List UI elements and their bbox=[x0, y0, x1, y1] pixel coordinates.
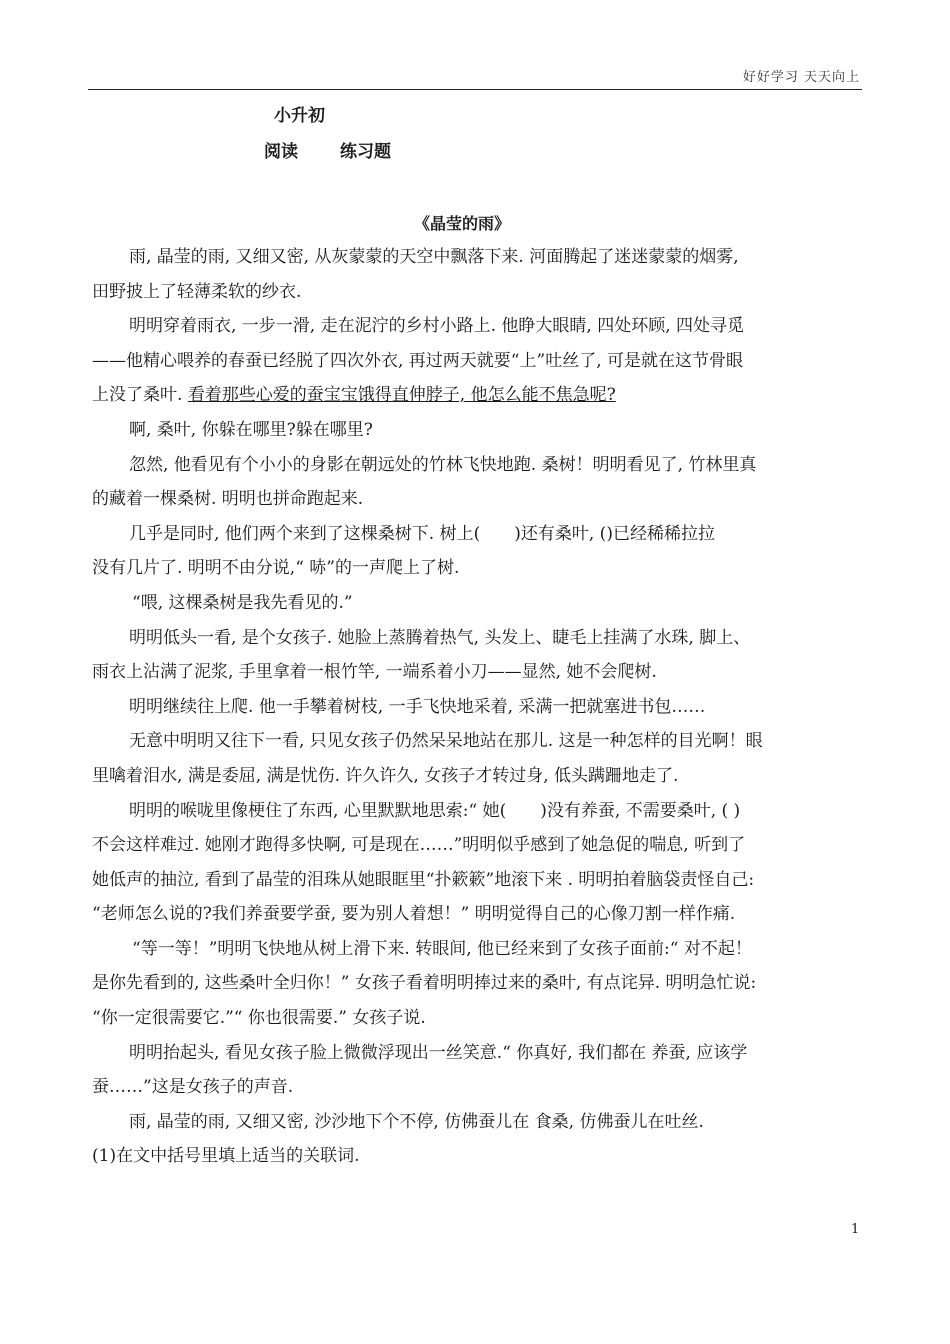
story-title: 《晶莹的雨》 bbox=[414, 214, 511, 233]
story-body bbox=[92, 240, 852, 1174]
story-line: “等一等！”明明飞快地从树上滑下来. 转眼间, 他已经来到了女孩子面前:“ 对不起！ bbox=[132, 938, 752, 959]
page-number: 1 bbox=[851, 1222, 860, 1237]
story-line: 无意中明明又往下一看, 只见女孩子仍然呆呆地站在那儿. 这是一种怎样的目光啊！眼 bbox=[129, 731, 763, 752]
subject-heading: 小升初 bbox=[274, 106, 325, 126]
story-line: 几乎是同时, 他们两个来到了这棵桑树下. 树上( )还有桑叶, ()已经稀稀拉拉 bbox=[129, 523, 715, 544]
story-line: 是你先看到的, 这些桑叶全归你！” 女孩子看着明明捧过来的桑叶, 有点诧异. 明明急忙说: bbox=[92, 973, 757, 994]
story-line: 忽然, 他看见有个小小的身影在朝远处的竹林飞快地跑. 桑树！明明看见了, 竹林里真 bbox=[129, 454, 757, 475]
story-line: 不会这样难过. 她刚才跑得多快啊, 可是现在……”明明似乎感到了她急促的喘息, 听到了 bbox=[92, 835, 746, 856]
story-line: 明明继续往上爬. 他一手攀着树枝, 一手飞快地采着, 采满一把就塞进书包…… bbox=[129, 696, 706, 717]
story-line: 明明穿着雨衣, 一步一滑, 走在泥泞的乡村小路上. 他睁大眼睛, 四处环顾, 四处寻觅 bbox=[129, 316, 745, 337]
title-part-1: 阅读 bbox=[264, 142, 298, 162]
header-divider bbox=[88, 89, 862, 90]
story-line: 雨, 晶莹的雨, 又细又密, 沙沙地下个不停, 仿佛蚕儿在 食桑, 仿佛蚕儿在吐丝. bbox=[129, 1111, 704, 1132]
story-line: 明明低头一看, 是个女孩子. 她脸上蒸腾着热气, 头发上、睫毛上挂满了水珠, 脚上、 bbox=[129, 627, 751, 648]
story-line: 没有几片了. 明明不由分说,“ 哧”的一声爬上了树. bbox=[92, 558, 460, 579]
story-line: 她低声的抽泣, 看到了晶莹的泪珠从她眼眶里“扑簌簌”地滚下来 . 明明拍着脑袋责怪自己: bbox=[92, 869, 755, 890]
story-line: 的藏着一棵桑树. 明明也拼命跑起来. bbox=[92, 489, 364, 510]
story-line: ——他精心喂养的春蚕已经脱了四次外衣, 再过两天就要“上”吐丝了, 可是就在这节骨眼 bbox=[92, 350, 743, 371]
story-line: 雨衣上沾满了泥浆, 手里拿着一根竹竿, 一端系着小刀——显然, 她不会爬树. bbox=[92, 662, 657, 683]
story-line: “老师怎么说的?我们养蚕要学蚕, 要为别人着想！” 明明觉得自己的心像刀割一样作痛. bbox=[92, 904, 736, 925]
story-line: 田野披上了轻薄柔软的纱衣. bbox=[92, 281, 302, 302]
story-line: “你一定很需要它.”“ 你也很需要.” 女孩子说. bbox=[92, 1008, 426, 1029]
story-line: 蚕……”这是女孩子的声音. bbox=[92, 1077, 294, 1098]
story-line: 雨, 晶莹的雨, 又细又密, 从灰蒙蒙的天空中飘落下来. 河面腾起了迷迷蒙蒙的烟雾, bbox=[129, 247, 739, 267]
story-line: “喂, 这棵桑树是我先看见的.” bbox=[132, 592, 353, 613]
story-line: 明明抬起头, 看见女孩子脸上微微浮现出一丝笑意.“ 你真好, 我们都在 养蚕, 应该学 bbox=[129, 1042, 748, 1063]
title-part-2: 练习题 bbox=[340, 142, 391, 162]
story-line: 明明的喉咙里像梗住了东西, 心里默默地思索:“ 她( )没有养蚕, 不需要桑叶, ( ) bbox=[129, 800, 741, 821]
story-line: 啊, 桑叶, 你躲在哪里?躲在哪里? bbox=[129, 419, 373, 440]
story-line-text: 上没了桑叶. bbox=[92, 385, 183, 406]
story-line: 里噙着泪水, 满是委屈, 满是忧伤. 许久许久, 女孩子才转过身, 低头蹒跚地走了. bbox=[92, 765, 679, 786]
underlined-sentence: 看着那些心爱的蚕宝宝饿得直伸脖子, 他怎么能不焦急呢? bbox=[187, 385, 616, 406]
story-line bbox=[92, 378, 852, 413]
question-1: (1)在文中括号里填上适当的关联词. bbox=[92, 1146, 360, 1167]
header-motto: 好好学习 天天向上 bbox=[742, 70, 860, 85]
